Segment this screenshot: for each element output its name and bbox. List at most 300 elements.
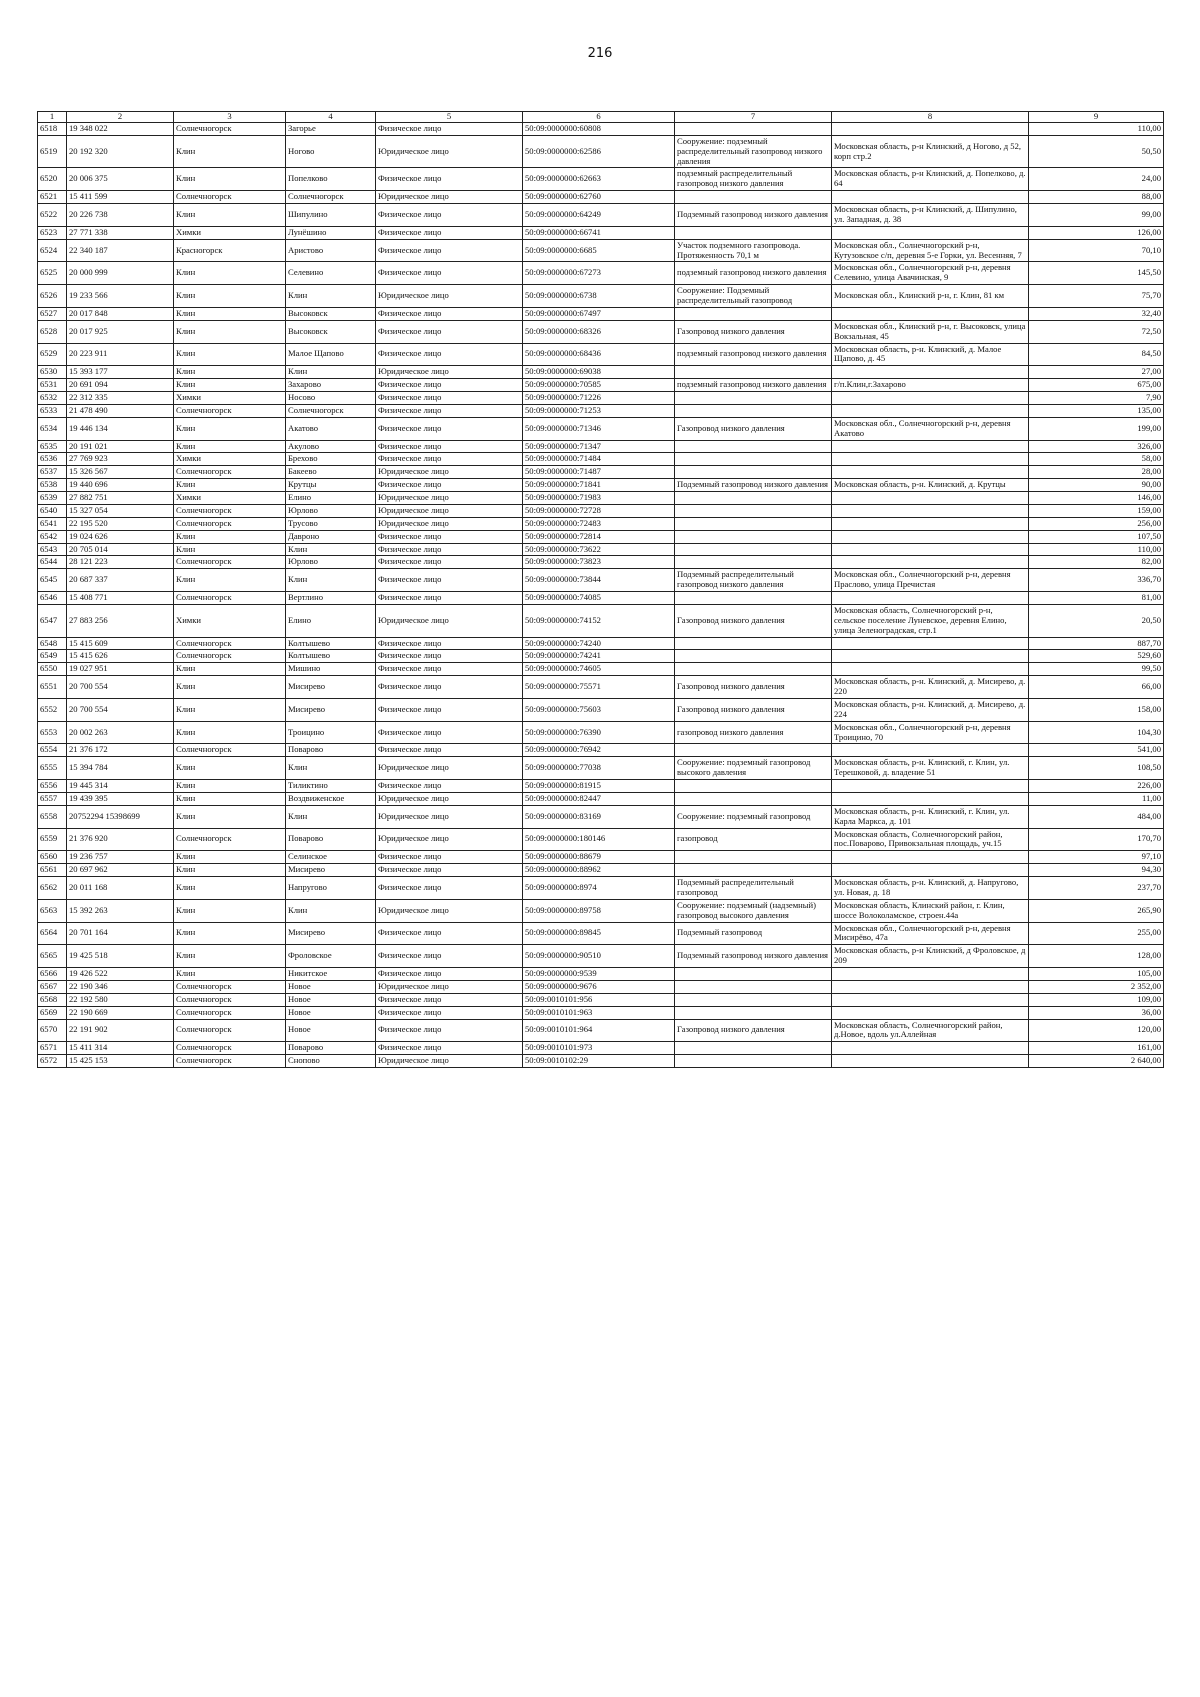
locality-cell: Колтышево	[286, 650, 376, 663]
cadastral-value-cell: 15 327 054	[67, 504, 174, 517]
cadastral-number-cell: 50:09:0000000:73622	[523, 543, 675, 556]
area-cell: 120,00	[1029, 1019, 1164, 1042]
cadastral-value-cell: 15 425 153	[67, 1055, 174, 1068]
address-cell	[832, 592, 1029, 605]
cadastral-value-cell: 15 393 177	[67, 366, 174, 379]
district-cell: Солнечногорск	[174, 404, 286, 417]
district-cell: Клин	[174, 922, 286, 945]
table-row	[38, 307, 1164, 320]
locality-cell: Клин	[286, 285, 376, 308]
area-cell: 81,00	[1029, 592, 1164, 605]
locality-cell: Фроловское	[286, 945, 376, 968]
locality-cell: Загорье	[286, 122, 376, 135]
row-number-cell: 6547	[38, 604, 67, 637]
owner-type-cell: Юридическое лицо	[376, 828, 523, 851]
cadastral-number-cell: 50:09:0000000:8974	[523, 877, 675, 900]
column-header: 6	[523, 112, 675, 123]
owner-type-cell: Физическое лицо	[376, 1019, 523, 1042]
area-cell: 88,00	[1029, 191, 1164, 204]
district-cell: Клин	[174, 698, 286, 721]
address-cell	[832, 366, 1029, 379]
locality-cell: Аристово	[286, 239, 376, 262]
object-description-cell	[675, 392, 832, 405]
cadastral-value-cell: 27 771 338	[67, 226, 174, 239]
district-cell: Красногорск	[174, 239, 286, 262]
row-number-cell: 6525	[38, 262, 67, 285]
cadastral-number-cell: 50:09:0000000:75571	[523, 676, 675, 699]
locality-cell: Мисирево	[286, 698, 376, 721]
table-row	[38, 343, 1164, 366]
object-description-cell	[675, 1042, 832, 1055]
area-cell: 2 352,00	[1029, 980, 1164, 993]
object-description-cell: подземный газопровод низкого давления	[675, 379, 832, 392]
locality-cell: Бакеево	[286, 466, 376, 479]
address-cell	[832, 968, 1029, 981]
table-row	[38, 168, 1164, 191]
area-cell: 109,00	[1029, 993, 1164, 1006]
owner-type-cell: Юридическое лицо	[376, 805, 523, 828]
address-cell: Московская область, Клинский район, г. Клин, шоссе Волоколамское, строен.44а	[832, 899, 1029, 922]
owner-type-cell: Физическое лицо	[376, 968, 523, 981]
row-number-cell: 6518	[38, 122, 67, 135]
table-row	[38, 851, 1164, 864]
register-table	[37, 111, 1164, 1068]
locality-cell: Новое	[286, 993, 376, 1006]
cadastral-value-cell: 27 882 751	[67, 492, 174, 505]
owner-type-cell: Физическое лицо	[376, 453, 523, 466]
owner-type-cell: Физическое лицо	[376, 417, 523, 440]
table-row	[38, 757, 1164, 780]
cadastral-number-cell: 50:09:0000000:76390	[523, 721, 675, 744]
cadastral-value-cell: 20 191 021	[67, 440, 174, 453]
cadastral-number-cell: 50:09:0000000:67273	[523, 262, 675, 285]
row-number-cell: 6569	[38, 1006, 67, 1019]
table-row	[38, 466, 1164, 479]
cadastral-number-cell: 50:09:0000000:81915	[523, 780, 675, 793]
cadastral-number-cell: 50:09:0000000:74152	[523, 604, 675, 637]
address-cell	[832, 1055, 1029, 1068]
cadastral-number-cell: 50:09:0000000:64249	[523, 204, 675, 227]
table-row	[38, 663, 1164, 676]
address-cell: Московская область, р-н. Клинский, д. Малое Щапово, д. 45	[832, 343, 1029, 366]
owner-type-cell: Физическое лицо	[376, 226, 523, 239]
cadastral-value-cell: 20 223 911	[67, 343, 174, 366]
locality-cell: Крутцы	[286, 479, 376, 492]
object-description-cell: Сооружение: подземный (надземный) газопровод высокого давления	[675, 899, 832, 922]
area-cell: 126,00	[1029, 226, 1164, 239]
cadastral-number-cell: 50:09:0010101:963	[523, 1006, 675, 1019]
object-description-cell: Газопровод низкого давления	[675, 320, 832, 343]
object-description-cell	[675, 1006, 832, 1019]
object-description-cell: Подземный распределительный газопровод	[675, 877, 832, 900]
address-cell: Московская обл., Солнечногорский р-н, деревня Мисирёво, 47а	[832, 922, 1029, 945]
cadastral-number-cell: 50:09:0000000:74605	[523, 663, 675, 676]
locality-cell: Юрлово	[286, 504, 376, 517]
address-cell: Московская область, р-н Клинский, д Фроловское, д 209	[832, 945, 1029, 968]
row-number-cell: 6555	[38, 757, 67, 780]
area-cell: 27,00	[1029, 366, 1164, 379]
locality-cell: Клин	[286, 569, 376, 592]
object-description-cell	[675, 530, 832, 543]
cadastral-value-cell: 19 027 951	[67, 663, 174, 676]
address-cell: Московская обл., Клинский р-н, г. Высоковск, улица Вокзальная, 45	[832, 320, 1029, 343]
area-cell: 36,00	[1029, 1006, 1164, 1019]
owner-type-cell: Физическое лицо	[376, 530, 523, 543]
owner-type-cell: Физическое лицо	[376, 945, 523, 968]
owner-type-cell: Физическое лицо	[376, 663, 523, 676]
object-description-cell	[675, 404, 832, 417]
column-header: 1	[38, 112, 67, 123]
cadastral-number-cell: 50:09:0000000:6685	[523, 239, 675, 262]
locality-cell: Клин	[286, 543, 376, 556]
table-row	[38, 530, 1164, 543]
row-number-cell: 6568	[38, 993, 67, 1006]
cadastral-value-cell: 20 011 168	[67, 877, 174, 900]
row-number-cell: 6556	[38, 780, 67, 793]
area-cell: 20,50	[1029, 604, 1164, 637]
owner-type-cell: Юридическое лицо	[376, 757, 523, 780]
owner-type-cell: Физическое лицо	[376, 744, 523, 757]
owner-type-cell: Юридическое лицо	[376, 466, 523, 479]
row-number-cell: 6562	[38, 877, 67, 900]
table-row	[38, 1006, 1164, 1019]
address-cell: Московская обл., Клинский р-н, г. Клин, 81 км	[832, 285, 1029, 308]
owner-type-cell: Физическое лицо	[376, 404, 523, 417]
cadastral-number-cell: 50:09:0000000:73823	[523, 556, 675, 569]
cadastral-number-cell: 50:09:0000000:72814	[523, 530, 675, 543]
address-cell: Московская область, р-н Клинский, д. Попелково, д. 64	[832, 168, 1029, 191]
column-header-row	[38, 112, 1164, 123]
district-cell: Солнечногорск	[174, 650, 286, 663]
address-cell: Московская обл., Солнечногорский р-н, деревня Троицино, 70	[832, 721, 1029, 744]
row-number-cell: 6543	[38, 543, 67, 556]
owner-type-cell: Физическое лицо	[376, 650, 523, 663]
cadastral-value-cell: 22 191 902	[67, 1019, 174, 1042]
district-cell: Клин	[174, 440, 286, 453]
row-number-cell: 6526	[38, 285, 67, 308]
district-cell: Химки	[174, 492, 286, 505]
table-row	[38, 122, 1164, 135]
district-cell: Клин	[174, 204, 286, 227]
owner-type-cell: Юридическое лицо	[376, 135, 523, 168]
district-cell: Клин	[174, 343, 286, 366]
cadastral-number-cell: 50:09:0000000:83169	[523, 805, 675, 828]
owner-type-cell: Юридическое лицо	[376, 492, 523, 505]
address-cell: Московская обл., Солнечногорский р-н, деревня Акатово	[832, 417, 1029, 440]
cadastral-value-cell: 19 440 696	[67, 479, 174, 492]
cadastral-value-cell: 15 411 314	[67, 1042, 174, 1055]
locality-cell: Воздвиженское	[286, 792, 376, 805]
area-cell: 11,00	[1029, 792, 1164, 805]
object-description-cell: Сооружение: подземный газопровод высокого давления	[675, 757, 832, 780]
table-row	[38, 569, 1164, 592]
locality-cell: Селевино	[286, 262, 376, 285]
table-row	[38, 1055, 1164, 1068]
column-header: 9	[1029, 112, 1164, 123]
district-cell: Солнечногорск	[174, 1042, 286, 1055]
object-description-cell	[675, 650, 832, 663]
owner-type-cell: Юридическое лицо	[376, 517, 523, 530]
object-description-cell	[675, 466, 832, 479]
row-number-cell: 6528	[38, 320, 67, 343]
address-cell: Московская область, р-н. Клинский, д. Мисирево, д. 220	[832, 676, 1029, 699]
cadastral-value-cell: 15 411 599	[67, 191, 174, 204]
area-cell: 199,00	[1029, 417, 1164, 440]
cadastral-value-cell: 20 000 999	[67, 262, 174, 285]
row-number-cell: 6554	[38, 744, 67, 757]
row-number-cell: 6551	[38, 676, 67, 699]
row-number-cell: 6533	[38, 404, 67, 417]
row-number-cell: 6572	[38, 1055, 67, 1068]
object-description-cell: Сооружение: подземный распределительный газопровод низкого давления	[675, 135, 832, 168]
row-number-cell: 6548	[38, 637, 67, 650]
area-cell: 529,60	[1029, 650, 1164, 663]
locality-cell: Мисирево	[286, 864, 376, 877]
address-cell	[832, 1006, 1029, 1019]
address-cell	[832, 122, 1029, 135]
district-cell: Солнечногорск	[174, 1055, 286, 1068]
table-row	[38, 698, 1164, 721]
district-cell: Клин	[174, 366, 286, 379]
table-row	[38, 945, 1164, 968]
cadastral-number-cell: 50:09:0000000:71484	[523, 453, 675, 466]
table-row	[38, 366, 1164, 379]
owner-type-cell: Физическое лицо	[376, 392, 523, 405]
table-row	[38, 604, 1164, 637]
district-cell: Солнечногорск	[174, 744, 286, 757]
area-cell: 107,50	[1029, 530, 1164, 543]
address-cell: Московская обл., Солнечногорский р-н, Кутузовское с/п, деревня 5-е Горки, ул. Весенняя, 7	[832, 239, 1029, 262]
row-number-cell: 6523	[38, 226, 67, 239]
owner-type-cell: Юридическое лицо	[376, 1055, 523, 1068]
owner-type-cell: Юридическое лицо	[376, 366, 523, 379]
address-cell	[832, 504, 1029, 517]
table-row	[38, 453, 1164, 466]
cadastral-value-cell: 22 190 346	[67, 980, 174, 993]
row-number-cell: 6553	[38, 721, 67, 744]
table-row	[38, 993, 1164, 1006]
object-description-cell	[675, 744, 832, 757]
district-cell: Клин	[174, 530, 286, 543]
locality-cell: Ногово	[286, 135, 376, 168]
object-description-cell: Газопровод низкого давления	[675, 1019, 832, 1042]
address-cell	[832, 453, 1029, 466]
cadastral-number-cell: 50:09:0000000:9676	[523, 980, 675, 993]
cadastral-number-cell: 50:09:0000000:180146	[523, 828, 675, 851]
locality-cell: Попелково	[286, 168, 376, 191]
table-row	[38, 805, 1164, 828]
owner-type-cell: Физическое лицо	[376, 877, 523, 900]
area-cell: 541,00	[1029, 744, 1164, 757]
cadastral-value-cell: 20 700 554	[67, 698, 174, 721]
locality-cell: Шипулино	[286, 204, 376, 227]
cadastral-number-cell: 50:09:0000000:9539	[523, 968, 675, 981]
table-row	[38, 504, 1164, 517]
cadastral-value-cell: 19 446 134	[67, 417, 174, 440]
cadastral-value-cell: 19 348 022	[67, 122, 174, 135]
object-description-cell	[675, 517, 832, 530]
locality-cell: Новое	[286, 1019, 376, 1042]
object-description-cell	[675, 663, 832, 676]
owner-type-cell: Юридическое лицо	[376, 504, 523, 517]
object-description-cell	[675, 993, 832, 1006]
object-description-cell	[675, 780, 832, 793]
cadastral-number-cell: 50:09:0010101:956	[523, 993, 675, 1006]
locality-cell: Колтышево	[286, 637, 376, 650]
cadastral-number-cell: 50:09:0000000:69038	[523, 366, 675, 379]
cadastral-number-cell: 50:09:0000000:71346	[523, 417, 675, 440]
address-cell: г/п.Клин,г.Захарово	[832, 379, 1029, 392]
address-cell: Московская область, р-н. Клинский, г. Клин, ул. Терешковой, д. владение 51	[832, 757, 1029, 780]
district-cell: Клин	[174, 792, 286, 805]
owner-type-cell: Физическое лицо	[376, 343, 523, 366]
area-cell: 170,70	[1029, 828, 1164, 851]
object-description-cell: подземный газопровод низкого давления	[675, 343, 832, 366]
locality-cell: Клин	[286, 366, 376, 379]
address-cell	[832, 792, 1029, 805]
locality-cell: Высоковск	[286, 320, 376, 343]
cadastral-number-cell: 50:09:0000000:68326	[523, 320, 675, 343]
owner-type-cell: Физическое лицо	[376, 307, 523, 320]
table-row	[38, 780, 1164, 793]
area-cell: 108,50	[1029, 757, 1164, 780]
district-cell: Солнечногорск	[174, 122, 286, 135]
column-header: 7	[675, 112, 832, 123]
locality-cell: Поварово	[286, 1042, 376, 1055]
area-cell: 135,00	[1029, 404, 1164, 417]
column-header: 8	[832, 112, 1029, 123]
district-cell: Химки	[174, 392, 286, 405]
row-number-cell: 6522	[38, 204, 67, 227]
cadastral-number-cell: 50:09:0000000:71226	[523, 392, 675, 405]
locality-cell: Солнечногорск	[286, 191, 376, 204]
row-number-cell: 6535	[38, 440, 67, 453]
area-cell: 255,00	[1029, 922, 1164, 945]
district-cell: Солнечногорск	[174, 556, 286, 569]
locality-cell: Елино	[286, 604, 376, 637]
object-description-cell: Газопровод низкого давления	[675, 417, 832, 440]
cadastral-value-cell: 22 340 187	[67, 239, 174, 262]
cadastral-value-cell: 15 408 771	[67, 592, 174, 605]
cadastral-value-cell: 15 394 784	[67, 757, 174, 780]
cadastral-value-cell: 19 445 314	[67, 780, 174, 793]
locality-cell: Клин	[286, 805, 376, 828]
cadastral-value-cell: 20 687 337	[67, 569, 174, 592]
cadastral-number-cell: 50:09:0010102:29	[523, 1055, 675, 1068]
owner-type-cell: Физическое лицо	[376, 239, 523, 262]
row-number-cell: 6534	[38, 417, 67, 440]
cadastral-number-cell: 50:09:0010101:973	[523, 1042, 675, 1055]
row-number-cell: 6546	[38, 592, 67, 605]
area-cell: 50,50	[1029, 135, 1164, 168]
area-cell: 75,70	[1029, 285, 1164, 308]
district-cell: Солнечногорск	[174, 191, 286, 204]
cadastral-value-cell: 22 192 580	[67, 993, 174, 1006]
table-row	[38, 792, 1164, 805]
address-cell	[832, 663, 1029, 676]
locality-cell: Трусово	[286, 517, 376, 530]
locality-cell: Брехово	[286, 453, 376, 466]
district-cell: Клин	[174, 851, 286, 864]
locality-cell: Напругово	[286, 877, 376, 900]
row-number-cell: 6521	[38, 191, 67, 204]
district-cell: Солнечногорск	[174, 466, 286, 479]
owner-type-cell: Физическое лицо	[376, 864, 523, 877]
address-cell: Московская обл., Солнечногорский р-н, деревня Праслово, улица Пречистая	[832, 569, 1029, 592]
address-cell: Московская область, р-н. Клинский, г. Клин, ул. Карла Маркса, д. 101	[832, 805, 1029, 828]
locality-cell: Никитское	[286, 968, 376, 981]
object-description-cell: Сооружение: подземный газопровод	[675, 805, 832, 828]
locality-cell: Елино	[286, 492, 376, 505]
owner-type-cell: Юридическое лицо	[376, 980, 523, 993]
table-row	[38, 517, 1164, 530]
object-description-cell: газопровод низкого давления	[675, 721, 832, 744]
district-cell: Клин	[174, 780, 286, 793]
locality-cell: Юрлово	[286, 556, 376, 569]
cadastral-value-cell: 20 226 738	[67, 204, 174, 227]
object-description-cell	[675, 226, 832, 239]
cadastral-value-cell: 20 700 554	[67, 676, 174, 699]
column-header: 3	[174, 112, 286, 123]
address-cell	[832, 780, 1029, 793]
district-cell: Клин	[174, 262, 286, 285]
owner-type-cell: Физическое лицо	[376, 698, 523, 721]
cadastral-number-cell: 50:09:0000000:74085	[523, 592, 675, 605]
row-number-cell: 6530	[38, 366, 67, 379]
column-header: 5	[376, 112, 523, 123]
district-cell: Клин	[174, 417, 286, 440]
table-row	[38, 556, 1164, 569]
table-row	[38, 204, 1164, 227]
cadastral-value-cell: 27 883 256	[67, 604, 174, 637]
object-description-cell: Газопровод низкого давления	[675, 698, 832, 721]
table-row	[38, 479, 1164, 492]
row-number-cell: 6559	[38, 828, 67, 851]
district-cell: Химки	[174, 453, 286, 466]
area-cell: 7,90	[1029, 392, 1164, 405]
locality-cell: Поварово	[286, 828, 376, 851]
table-row	[38, 392, 1164, 405]
table-row	[38, 320, 1164, 343]
table-row	[38, 744, 1164, 757]
row-number-cell: 6563	[38, 899, 67, 922]
cadastral-value-cell: 21 478 490	[67, 404, 174, 417]
owner-type-cell: Юридическое лицо	[376, 899, 523, 922]
locality-cell: Мисирево	[286, 676, 376, 699]
object-description-cell	[675, 440, 832, 453]
object-description-cell	[675, 851, 832, 864]
area-cell: 94,30	[1029, 864, 1164, 877]
cadastral-value-cell: 20 002 263	[67, 721, 174, 744]
page-number: 216	[587, 46, 613, 61]
row-number-cell: 6519	[38, 135, 67, 168]
object-description-cell	[675, 556, 832, 569]
table-row	[38, 226, 1164, 239]
owner-type-cell: Юридическое лицо	[376, 792, 523, 805]
district-cell: Клин	[174, 168, 286, 191]
address-cell	[832, 993, 1029, 1006]
locality-cell: Поварово	[286, 744, 376, 757]
cadastral-number-cell: 50:09:0000000:74240	[523, 637, 675, 650]
row-number-cell: 6542	[38, 530, 67, 543]
locality-cell: Троицино	[286, 721, 376, 744]
district-cell: Клин	[174, 285, 286, 308]
area-cell: 336,70	[1029, 569, 1164, 592]
district-cell: Химки	[174, 226, 286, 239]
owner-type-cell: Физическое лицо	[376, 479, 523, 492]
row-number-cell: 6552	[38, 698, 67, 721]
table-row	[38, 980, 1164, 993]
